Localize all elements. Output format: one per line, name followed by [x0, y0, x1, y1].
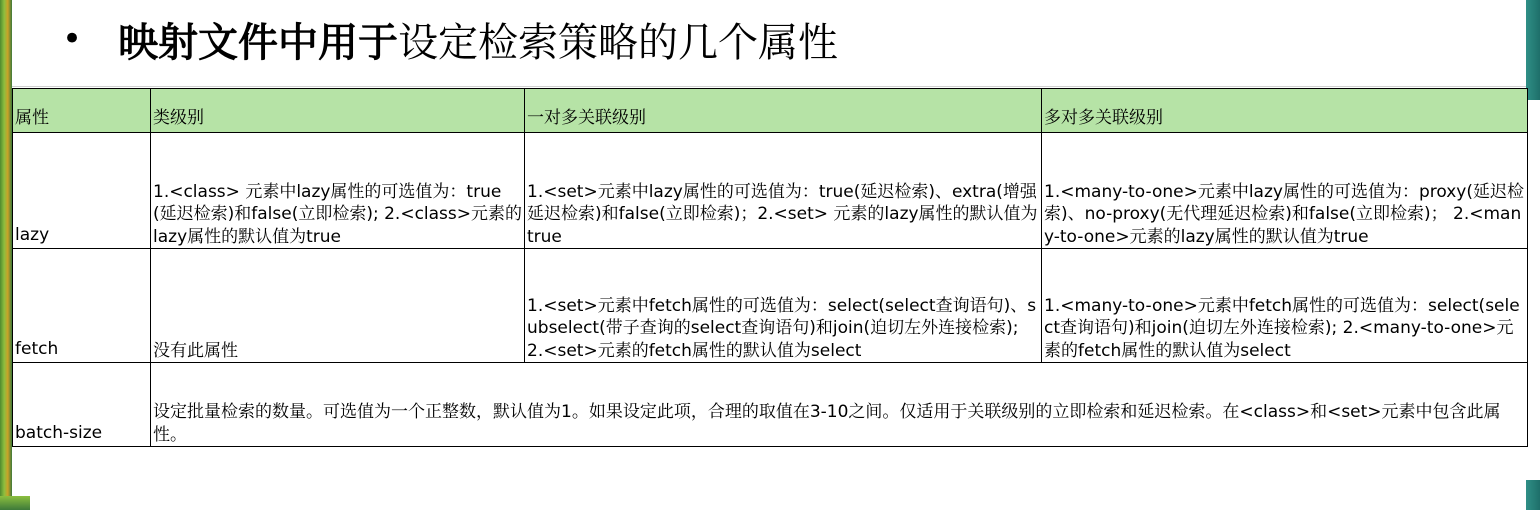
lazy-one-to-many: 1.<set>元素中lazy属性的可选值为：true(延迟检索)、extra(增强延迟检索)和false(立即检索)；2.<set> 元素的lazy属性的默认值为true	[525, 133, 1042, 249]
title-bullet: •	[62, 19, 83, 59]
attr-name-batch-size: batch-size	[13, 363, 151, 447]
attr-name-lazy: lazy	[13, 133, 151, 249]
table-row-batch-size	[13, 363, 1528, 447]
header-many-to-many: 多对多关联级别	[1042, 89, 1528, 133]
slide-title	[62, 8, 838, 70]
batch-size-description: 设定批量检索的数量。可选值为一个正整数，默认值为1。如果设定此项，合理的取值在3-10之间。仅适用于关联级别的立即检索和延迟检索。在<class>和<set>元素中包含此属性。	[151, 363, 1528, 447]
table-header-row	[13, 89, 1528, 133]
lazy-many-to-many: 1.<many-to-one>元素中lazy属性的可选值为：proxy(延迟检索)、no-proxy(无代理延迟检索)和false(立即检索)； 2.<many-to-one>元素的lazy属性的默认值为true	[1042, 133, 1528, 249]
title-rest-text: 设定检索策略的几个属性	[398, 19, 839, 66]
fetch-many-to-many: 1.<many-to-one>元素中fetch属性的可选值为：select(select查询语句)和join(迫切左外连接检索); 2.<many-to-one>元素的fetch属性的默认值为select	[1042, 249, 1528, 363]
table-row-fetch	[13, 249, 1528, 363]
slide-right-border	[1526, 0, 1540, 100]
slide-left-border	[0, 0, 12, 510]
grid-line	[12, 86, 1526, 87]
title-bold-text: 映射文件中用于	[118, 19, 399, 66]
attribute-table	[12, 88, 1528, 447]
lazy-class-level: 1.<class> 元素中lazy属性的可选值为：true(延迟检索)和false(立即检索); 2.<class>元素的lazy属性的默认值为true	[151, 133, 525, 249]
slide-left-bottom-corner	[0, 496, 30, 510]
fetch-one-to-many: 1.<set>元素中fetch属性的可选值为：select(select查询语句)、subselect(带子查询的select查询语句)和join(迫切左外连接检索); 2.<set>元素的fetch属性的默认值为select	[525, 249, 1042, 363]
header-class-level: 类级别	[151, 89, 525, 133]
header-attribute: 属性	[13, 89, 151, 133]
slide-right-bottom-border	[1526, 480, 1540, 510]
fetch-class-level: 没有此属性	[151, 249, 525, 363]
table-row-lazy	[13, 133, 1528, 249]
attr-name-fetch: fetch	[13, 249, 151, 363]
header-one-to-many: 一对多关联级别	[525, 89, 1042, 133]
